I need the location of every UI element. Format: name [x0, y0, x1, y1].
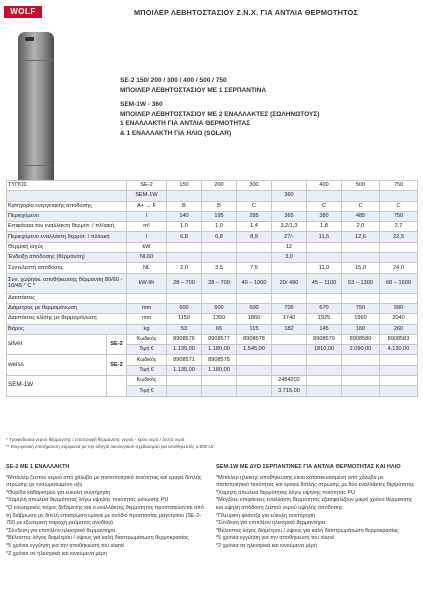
- table-row: [7, 293, 418, 303]
- row-label: Διαστάσεις: [7, 293, 127, 303]
- unit-cell: NL: [127, 263, 167, 273]
- value-cell: 3,5: [202, 263, 237, 273]
- row-label: Θερμική ισχύς: [7, 242, 127, 252]
- page-title: ΜΠΟΙΛΕΡ ΛΕΒΗΤΟΣΤΑΣΙΟΥ Ζ.Ν.Χ. ΓΙΑ ΑΝΤΛΙΑ ΘΕΡΜΟΤΗΤΟΣ: [134, 8, 359, 17]
- value-cell: 200: [202, 181, 237, 191]
- value-cell: 150: [167, 181, 202, 191]
- value-cell: 500: [342, 181, 380, 191]
- unit-cell: kg: [127, 324, 167, 334]
- value-cell: 7,5: [237, 263, 272, 273]
- table-row: [7, 232, 418, 242]
- unit-cell: m²: [127, 222, 167, 232]
- value-cell: C: [380, 201, 418, 211]
- value-cell: 20/ 490: [272, 273, 307, 293]
- variant-name-sem: SEM-1W: [7, 376, 107, 397]
- value-cell: 1925: [307, 314, 342, 324]
- value-cell: 1860: [237, 314, 272, 324]
- table-row: [7, 242, 418, 252]
- value-cell: 115: [237, 324, 272, 334]
- unit-cell: SEM-1W: [127, 191, 167, 201]
- table-row: [7, 253, 418, 263]
- product-intro: [120, 76, 319, 139]
- value-cell: 300: [237, 181, 272, 191]
- row-label: Περιεχόμενο εναλλάκτη θερμότ. / πλ/ιακή: [7, 232, 127, 242]
- unit-cell: mm: [127, 303, 167, 313]
- value-cell: [342, 242, 380, 252]
- feature-item: *Μπόιλερ ηλιακής αποθήκευσης είναι κατασκευασμένη από χάλυβα με πιστοποιητικό ποιότητας και εμαγιέ διπλής στρώσης με δύο εναλλάκτες θερμότητας: [216, 474, 415, 489]
- price-cell: [272, 365, 307, 375]
- price-cell: [202, 386, 237, 396]
- value-cell: [307, 242, 342, 252]
- price-cell: [380, 386, 418, 396]
- variant-model: SE-2: [107, 334, 127, 355]
- value-cell: [272, 201, 307, 211]
- value-cell: 360: [272, 191, 307, 201]
- price-cell: 1.135,00: [167, 365, 202, 375]
- code-cell: [307, 376, 342, 386]
- wolf-logo: WOLF: [4, 6, 42, 18]
- price-cell: [272, 345, 307, 355]
- value-cell: 1740: [272, 314, 307, 324]
- code-cell: 8908576: [167, 334, 202, 344]
- value-cell: 365: [272, 211, 307, 221]
- unit-cell: l: [127, 211, 167, 221]
- code-cell: [307, 355, 342, 365]
- value-cell: 6,8: [167, 232, 202, 242]
- value-cell: B: [202, 201, 237, 211]
- intro-exchanger-solar: & 1 ΕΝΑΛΛΑΚΤΗ ΓΙΑ ΗΛΙΟ (SOLAR): [120, 129, 232, 137]
- value-cell: [272, 263, 307, 273]
- value-cell: 2040: [380, 314, 418, 324]
- feature-item: *Χαμηλή απώλεια θερμότητας λόγω υψηλής ποιότητας μόνωσης PU: [6, 497, 169, 504]
- value-cell: 160: [342, 324, 380, 334]
- feature-item: *Χαμηλή απώλεια θερμότητας λόγω υψηλής ποιότητας PU: [216, 489, 355, 496]
- code-cell: [167, 376, 202, 386]
- feature-item: *Βέλτιστος λόγος διαμέτρου / ύψους για καλή διαστρωμάτωση θερμοκρασίας: [6, 535, 189, 542]
- value-cell: [380, 242, 418, 252]
- code-cell: [342, 376, 380, 386]
- code-cell: 8908578: [237, 334, 272, 344]
- unit-cell: SE-2: [127, 181, 167, 191]
- value-cell: 40 – 1000: [237, 273, 272, 293]
- value-cell: 380: [307, 211, 342, 221]
- price-cell: 1810,00: [307, 345, 342, 355]
- feature-item: *Σύνδεση για επιπλέον ηλεκτρικό θερμαντήρα: [216, 520, 326, 527]
- value-cell: [307, 191, 342, 201]
- row-label: Διάμετρος με θερμομόνωση: [7, 303, 127, 313]
- code-cell: [272, 355, 307, 365]
- row-label: Συντελεστή απόδοσης: [7, 263, 127, 273]
- value-cell: B: [167, 201, 202, 211]
- unit-cell: kW: [127, 242, 167, 252]
- value-cell: 3,2/1,3: [272, 222, 307, 232]
- price-cell: 4.130,00: [380, 345, 418, 355]
- table-row: [7, 222, 418, 232]
- value-cell: 182: [272, 324, 307, 334]
- price-label: Τιμή €: [127, 365, 167, 375]
- value-cell: 400: [307, 181, 342, 191]
- price-label: Τιμή €: [127, 345, 167, 355]
- value-cell: 11,5: [307, 232, 342, 242]
- row-label: ΤΥΠΟΣ: [7, 181, 127, 191]
- code-cell: [342, 355, 380, 365]
- value-cell: [167, 242, 202, 252]
- code-cell: 8908575: [202, 355, 237, 365]
- table-row: [7, 201, 418, 211]
- value-cell: 705: [272, 303, 307, 313]
- variant-name-weiss: weiss: [7, 355, 107, 376]
- boiler-product-image: [16, 30, 56, 198]
- price-cell: [342, 386, 380, 396]
- feature-item: *Θυρίδα καθαρισμού για εύκολη συντήρηση: [6, 489, 111, 496]
- table-row: [7, 314, 418, 324]
- feature-item: *Βέλτιστος λόγος διαμέτρου / ύψους για καλή διαστρωμάτωση θερμοκρασίας: [216, 527, 399, 534]
- value-cell: 2,7: [380, 222, 418, 232]
- value-cell: 600: [202, 303, 237, 313]
- feature-item: *5 χρόνια εγγύηση για την αποθήκευση του stand: [6, 542, 124, 549]
- value-cell: [272, 181, 307, 191]
- unit-cell: NL60: [127, 253, 167, 263]
- code-cell: 8908580: [342, 334, 380, 344]
- value-cell: 65: [202, 324, 237, 334]
- row-label: Περιεχόμενο: [7, 211, 127, 221]
- feature-item: *Μεγάλες επιφάνειες εναλλάκτη θερμότητας εξασφαλίζουν μικρό χρόνο θέρμανσης και υψηλή απόδοση ζεστού νερού υψηλής απόδοσης: [216, 497, 413, 511]
- code-cell: [380, 376, 418, 386]
- variant-name-silver: silver: [7, 334, 107, 355]
- feature-item: *Σύνδεση για επιπλέον ηλεκτρικό θερμαντήρα: [6, 527, 116, 534]
- feature-item: *Μπόιλερ ζεστού νερού από χάλυβα με πιστοποιητικό ποιότητας και εμαγιέ διπλής στρώσης με ενσωματωμένο οξύ: [6, 474, 202, 489]
- code-cell: 2484202: [272, 376, 307, 386]
- value-cell: 750: [380, 211, 418, 221]
- table-row: [7, 303, 418, 313]
- price-label: Τιμή €: [127, 386, 167, 396]
- row-label: Επιφάνεια του εναλλάκτη θερμότ. / πλ/ιακή: [7, 222, 127, 232]
- row-label: Ένδειξη απόδοσης (θέρμανση): [7, 253, 127, 263]
- row-label: Συν. χωρητικ. αποθήκευσης θέρμανση 80/60 - 10/45 ° C *: [7, 273, 127, 293]
- value-cell: [167, 253, 202, 263]
- value-cell: [342, 253, 380, 263]
- value-cell: 2,0: [342, 222, 380, 232]
- value-cell: 1150: [167, 314, 202, 324]
- code-label: Κωδικός: [127, 376, 167, 386]
- intro-desc-se2: ΜΠΟΙΛΕΡ ΛΕΒΗΤΟΣΤΑΣΙΟΥ ΜΕ 1 ΣΕΡΠΑΝΤΙΝΑ: [120, 86, 267, 94]
- price-cell: [167, 386, 202, 396]
- value-cell: [380, 253, 418, 263]
- se2-features: [6, 464, 206, 558]
- table-row: [7, 263, 418, 273]
- value-cell: 22,5: [380, 232, 418, 242]
- value-cell: [237, 242, 272, 252]
- table-row: [7, 324, 418, 334]
- price-cell: 1.180,00: [202, 365, 237, 375]
- specifications-table: [6, 180, 418, 397]
- value-cell: [237, 253, 272, 263]
- row-label: Διαστάσεις κλίσης με θερμομόνωση: [7, 314, 127, 324]
- value-cell: [167, 293, 202, 303]
- unit-cell: [127, 293, 167, 303]
- row-label: Κατηγορία ενεργειακής απόδοσης: [7, 201, 127, 211]
- value-cell: 2,0: [167, 263, 202, 273]
- code-cell: [237, 355, 272, 365]
- value-cell: 260: [380, 324, 418, 334]
- table-row: [7, 211, 418, 221]
- price-cell: 2.090,00: [342, 345, 380, 355]
- value-cell: 28 – 700: [167, 273, 202, 293]
- table-row: [7, 334, 418, 344]
- footnote-1: * Τροφοδοσία νερού θέρμανσης / επιστροφή θέρμανσης νερού - κρύο νερό / ζεστό νερό: [6, 437, 185, 442]
- value-cell: 285: [237, 211, 272, 221]
- value-cell: 24,0: [380, 263, 418, 273]
- value-cell: [202, 253, 237, 263]
- value-cell: [272, 293, 307, 303]
- value-cell: [307, 293, 342, 303]
- feature-item: *2 χρόνια σε ηλεκτρικά και κινούμενα μέρη: [6, 550, 108, 557]
- feature-item: *Ο εσωτερικός τοίχος δεξαμενής και ο εναλλάκτης θερμότητας προστατεύονται από τη διάβρωση με διπλή επίστρωση εμαγιέ με ανόδιο προστασίας μαγνησίου (SE-2-750 με εξωτερική παροχή ρεύματος ανοδίου): [6, 504, 204, 527]
- value-cell: [202, 293, 237, 303]
- code-cell: 8908579: [307, 334, 342, 344]
- price-cell: 3.715,00: [272, 386, 307, 396]
- unit-cell: kW-l/h: [127, 273, 167, 293]
- value-cell: 1960: [342, 314, 380, 324]
- value-cell: [167, 191, 202, 201]
- code-cell: 8908571: [167, 355, 202, 365]
- value-cell: 600: [167, 303, 202, 313]
- value-cell: [307, 253, 342, 263]
- price-cell: [307, 386, 342, 396]
- value-cell: [342, 191, 380, 201]
- value-cell: [380, 191, 418, 201]
- code-cell: 8908577: [202, 334, 237, 344]
- value-cell: 195: [202, 211, 237, 221]
- price-cell: 1.545,00: [237, 345, 272, 355]
- footnote-2: ** Ενεργειακή επισήμανση σύμφωνα με την οδηγία οικολογικού σχεδιασμού για αποθηκευτές ≤ 500 Ltr.: [6, 444, 215, 449]
- value-cell: 1,4: [237, 222, 272, 232]
- unit-cell: l: [127, 232, 167, 242]
- value-cell: 11,0: [307, 263, 342, 273]
- value-cell: 600: [237, 303, 272, 313]
- price-cell: [237, 365, 272, 375]
- value-cell: [202, 191, 237, 201]
- value-cell: [202, 242, 237, 252]
- value-cell: 28 – 700: [202, 273, 237, 293]
- feature-item: *5 χρόνια εγγύηση για την αποθήκευση του stand: [216, 535, 334, 542]
- variant-model: SE-2: [107, 355, 127, 376]
- sem1w-heading: SEM-1W ΜΕ ΔΥΟ ΣΕΡΠΑΝΤΙΝΕΣ ΓΙΑ ΑΝΤΛΙΑ ΘΕΡΜΟΤΗΤΑΣ ΚΑΙ ΗΛΙΟ: [216, 464, 401, 470]
- value-cell: C: [237, 201, 272, 211]
- intro-exchanger-heatpump: 1 ΕΝΑΛΛΑΚΤΗ ΓΙΑ ΑΝΤΛΙΑ ΘΕΡΜΟΤΗΤΑΣ: [120, 120, 251, 128]
- price-cell: [307, 365, 342, 375]
- value-cell: 3,0: [272, 253, 307, 263]
- row-label: [7, 191, 127, 201]
- value-cell: 750: [342, 303, 380, 313]
- code-cell: [380, 355, 418, 365]
- sem1w-features: [216, 464, 416, 551]
- code-cell: [237, 376, 272, 386]
- price-cell: 1.135,00: [167, 345, 202, 355]
- value-cell: C: [307, 201, 342, 211]
- feature-item: *Πλευρική φλάντζα για εύκολη συντήρηση: [216, 512, 316, 519]
- value-cell: [380, 293, 418, 303]
- value-cell: [237, 293, 272, 303]
- price-cell: [237, 386, 272, 396]
- code-label: Κωδικός: [127, 355, 167, 365]
- feature-item: *2 χρόνια σε ηλεκτρικά και κινούμενα μέρη: [216, 542, 318, 549]
- value-cell: 6,8: [202, 232, 237, 242]
- value-cell: 8,9: [237, 232, 272, 242]
- value-cell: 670: [307, 303, 342, 313]
- se2-heading: SE-2 ΜΕ 1 ΕΝΑΛΛΑΚΤΗ: [6, 464, 70, 470]
- value-cell: 140: [167, 211, 202, 221]
- table-row: [7, 191, 418, 201]
- table-row: [7, 181, 418, 191]
- value-cell: 68 – 1600: [380, 273, 418, 293]
- unit-cell: mm: [127, 314, 167, 324]
- value-cell: 145: [307, 324, 342, 334]
- value-cell: [342, 293, 380, 303]
- intro-desc-sem: ΜΠΟΙΛΕΡ ΛΕΒΗΤΟΣΤΑΣΙΟΥ ΜΕ 2 ΕΝΑΛΛΑΚΤΕΣ (ΣΩΛΗΝΩΤΟΥΣ): [120, 110, 320, 118]
- value-cell: 12: [272, 242, 307, 252]
- value-cell: 750: [380, 181, 418, 191]
- unit-cell: A+ → F: [127, 201, 167, 211]
- intro-models-sem: SEM-1W - 360: [120, 101, 163, 109]
- code-label: Κωδικός: [127, 334, 167, 344]
- value-cell: 485: [342, 211, 380, 221]
- table-row: [7, 273, 418, 293]
- value-cell: 1,0: [167, 222, 202, 232]
- code-cell: [202, 376, 237, 386]
- value-cell: C: [342, 201, 380, 211]
- price-cell: [342, 365, 380, 375]
- value-cell: 27/-: [272, 232, 307, 242]
- price-cell: [380, 365, 418, 375]
- code-cell: 8908583: [380, 334, 418, 344]
- code-cell: [272, 334, 307, 344]
- value-cell: 1350: [202, 314, 237, 324]
- table-row: [7, 355, 418, 365]
- value-cell: 15,0: [342, 263, 380, 273]
- price-cell: 1.180,00: [202, 345, 237, 355]
- variant-model: [107, 376, 127, 397]
- value-cell: 1,0: [202, 222, 237, 232]
- row-label: Βάρος: [7, 324, 127, 334]
- value-cell: [237, 191, 272, 201]
- value-cell: 990: [380, 303, 418, 313]
- value-cell: 53: [167, 324, 202, 334]
- value-cell: 45 – 1100: [307, 273, 342, 293]
- value-cell: 12,6: [342, 232, 380, 242]
- value-cell: 53 – 1300: [342, 273, 380, 293]
- value-cell: 1,8: [307, 222, 342, 232]
- intro-models-se2: SE-2 150/ 200 / 300 / 400 / 500 / 750: [120, 77, 227, 84]
- table-row: [7, 376, 418, 386]
